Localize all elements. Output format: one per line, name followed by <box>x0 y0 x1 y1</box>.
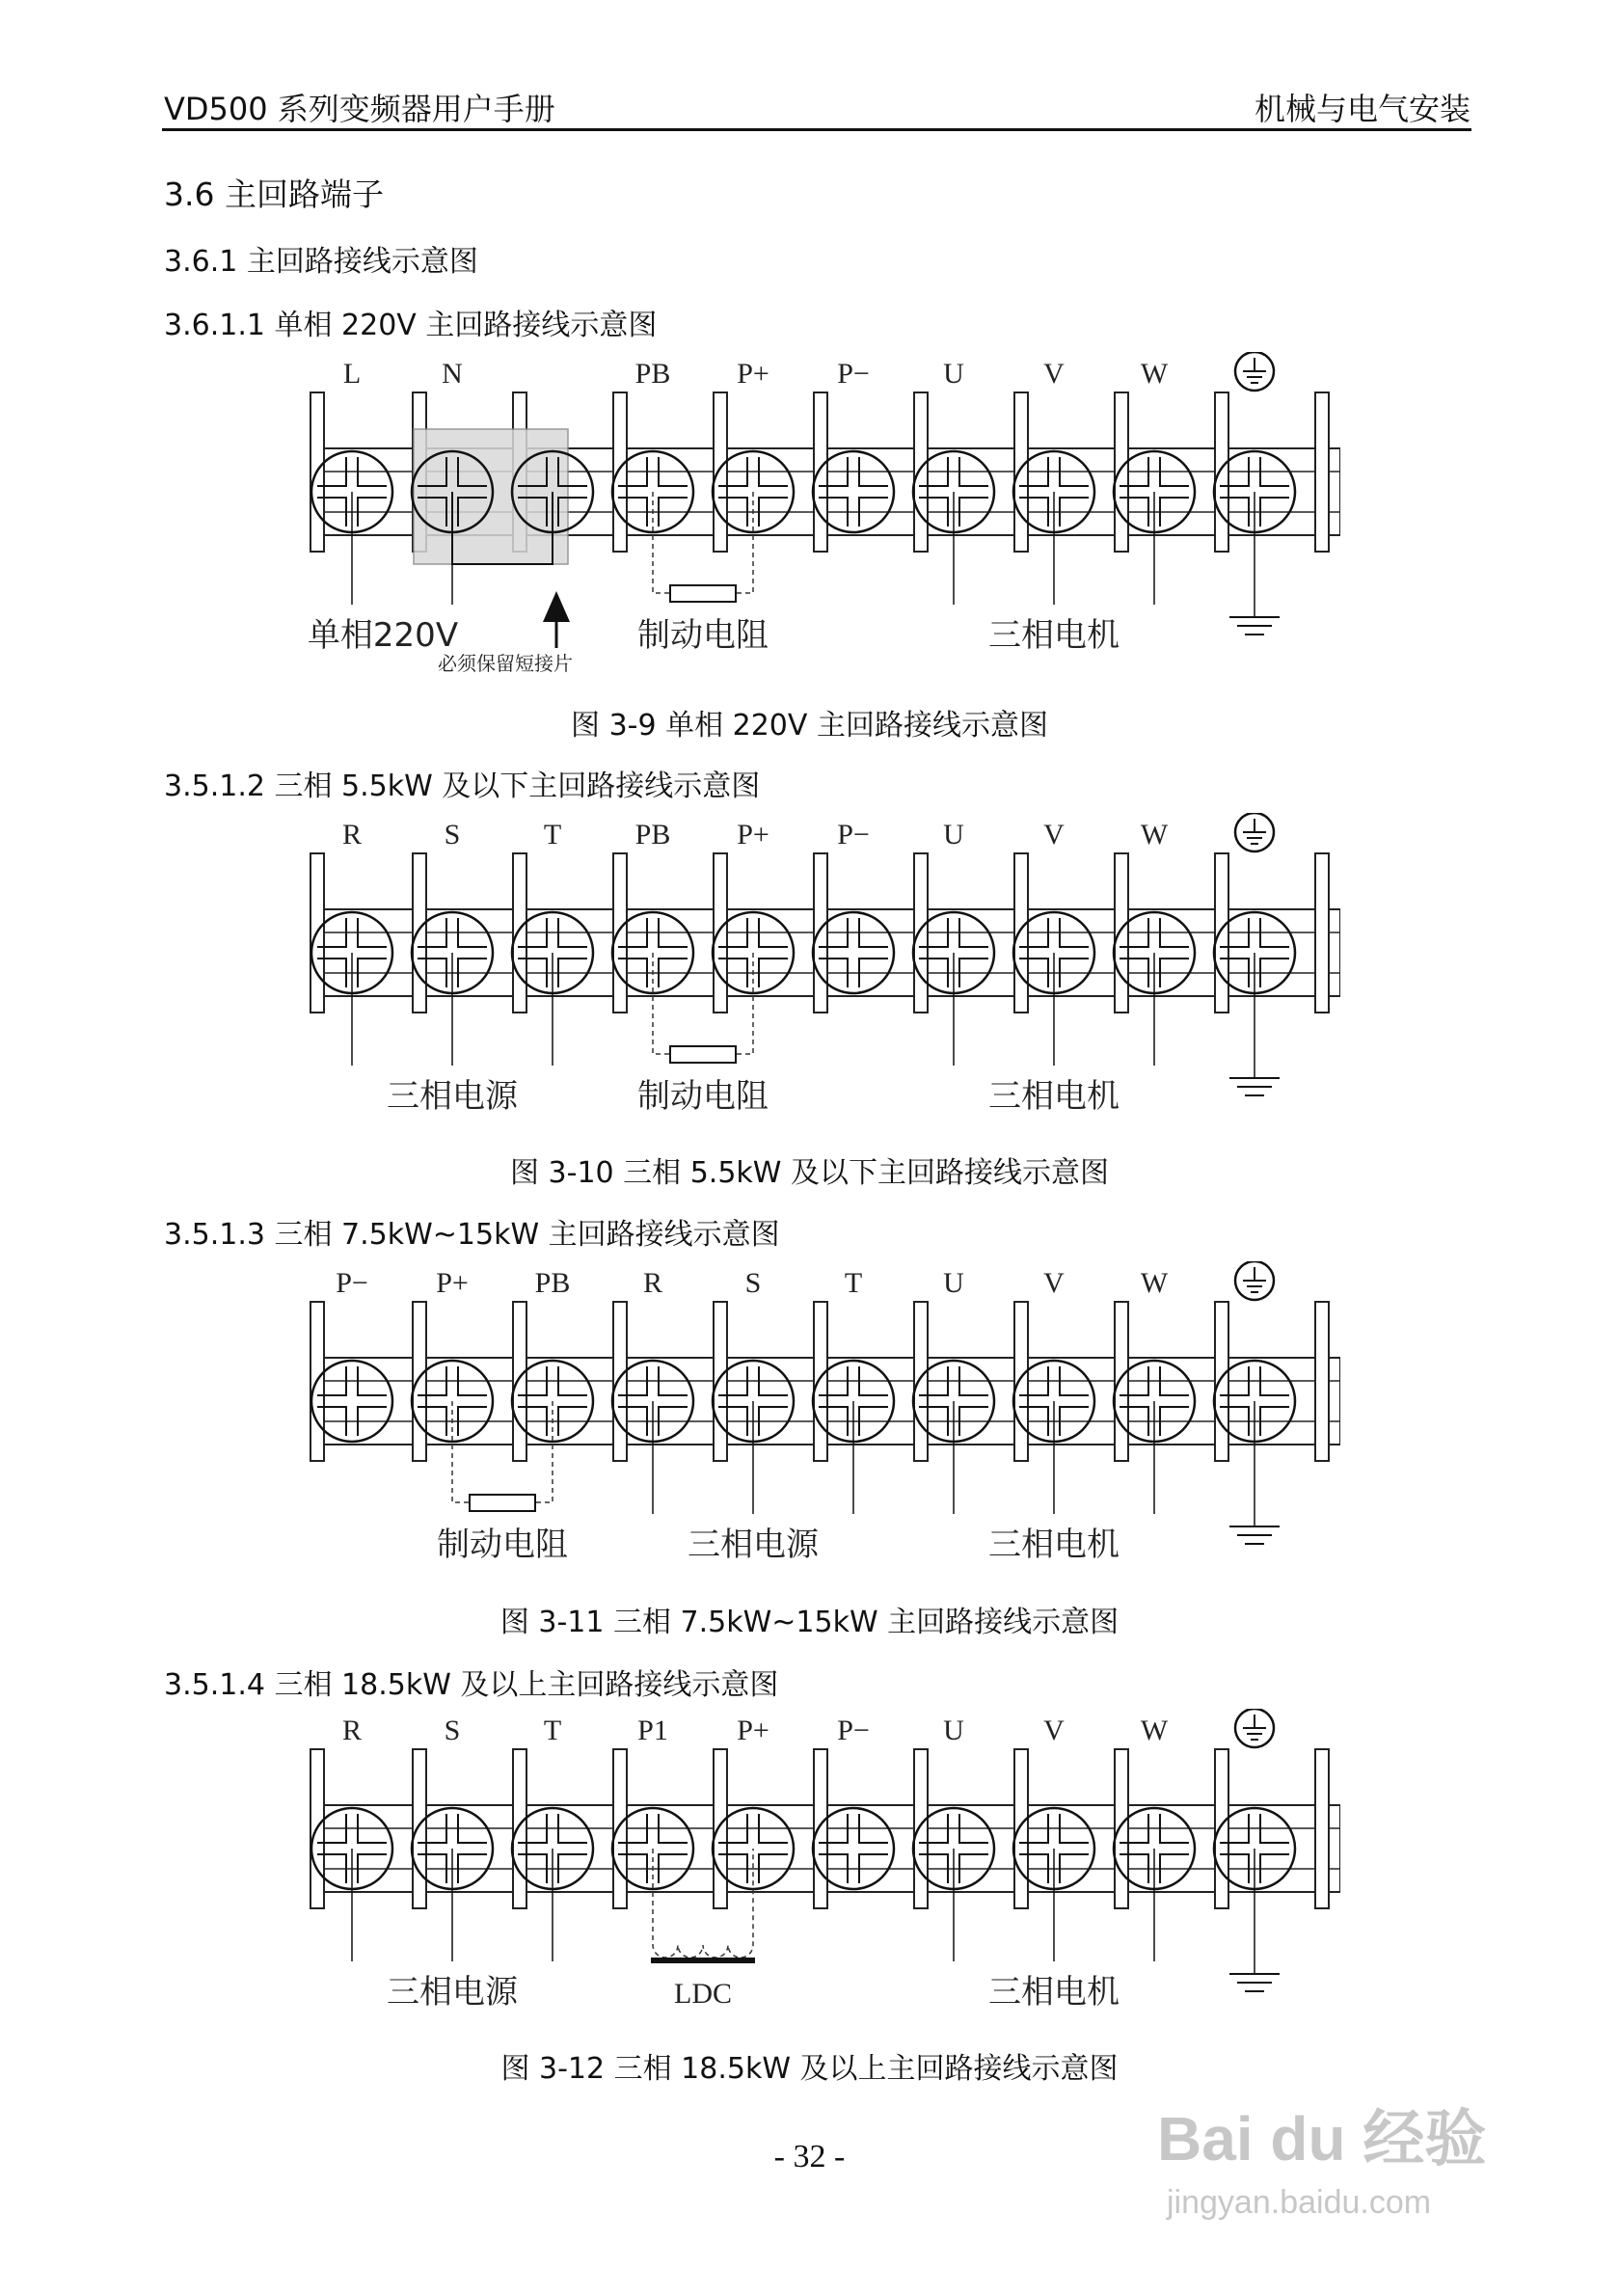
braking-resistor <box>470 1495 535 1511</box>
terminal-label: S <box>444 1715 461 1746</box>
figure-caption-3-12: 图 3-12 三相 18.5kW 及以上主回路接线示意图 <box>500 2052 1119 2086</box>
wiring-diagram-single-phase-220v <box>289 352 1340 675</box>
screw-cross-icon <box>317 1366 387 1436</box>
terminal-divider <box>613 392 627 552</box>
group-label: 三相电机 <box>988 1077 1120 1116</box>
terminal-label: S <box>744 1267 762 1299</box>
terminal-divider <box>413 1302 426 1461</box>
terminal-divider <box>1014 392 1028 552</box>
terminal-divider <box>714 392 727 552</box>
terminal-divider <box>1014 1749 1028 1908</box>
braking-resistor <box>670 585 736 602</box>
terminal-label: V <box>1043 819 1065 851</box>
terminal-label: R <box>642 1267 663 1299</box>
terminal-label: P+ <box>737 358 769 390</box>
group-label: LDC <box>674 1978 732 2010</box>
terminal-label: P+ <box>737 819 769 851</box>
terminal-divider <box>714 853 727 1013</box>
terminal-label: T <box>543 1715 562 1746</box>
screw-cross-icon <box>819 918 888 987</box>
inductor-core <box>651 1958 755 1963</box>
figure-heading-4: 3.5.1.4 三相 18.5kW 及以上主回路接线示意图 <box>164 1668 779 1702</box>
terminal-divider <box>1215 853 1228 1013</box>
terminal-divider <box>513 1749 526 1908</box>
terminal-label: U <box>943 1715 964 1746</box>
terminal-divider <box>814 1302 827 1461</box>
terminal-label: T <box>543 819 562 851</box>
terminal-divider <box>1115 392 1128 552</box>
terminal-label: W <box>1140 1715 1169 1746</box>
group-label: 三相电机 <box>988 1973 1120 2012</box>
terminal-label: R <box>341 1715 363 1746</box>
header-chapter: 机械与电气安装 <box>1254 91 1471 127</box>
group-label: 制动电阻 <box>637 1077 769 1116</box>
wiring-diagram-three-phase-18-5kw <box>289 1709 1340 2032</box>
terminal-block-frame <box>318 1358 1340 1445</box>
terminal-divider <box>814 1749 827 1908</box>
wiring-diagram-three-phase-5-5kw <box>289 813 1340 1136</box>
terminal-block-frame <box>318 909 1340 996</box>
terminal-label: PB <box>634 819 671 851</box>
terminal-divider <box>413 853 426 1013</box>
screw-cross-icon <box>819 457 888 527</box>
terminal-label: U <box>943 358 964 390</box>
terminal-divider <box>513 853 526 1013</box>
terminal-label: P− <box>837 819 870 851</box>
terminal-label: V <box>1043 1715 1065 1746</box>
terminal-divider <box>714 1749 727 1908</box>
header-rule <box>162 128 1471 131</box>
screw-cross-icon <box>819 1814 888 1883</box>
terminal-label: R <box>341 819 363 851</box>
terminal-label: P− <box>336 1267 368 1299</box>
terminal-divider <box>1115 1749 1128 1908</box>
group-label: 制动电阻 <box>637 616 769 655</box>
figure-heading-1: 3.6.1.1 单相 220V 主回路接线示意图 <box>164 309 658 342</box>
page-number: - 32 - <box>773 2139 846 2174</box>
figure-caption-3-11: 图 3-11 三相 7.5kW~15kW 主回路接线示意图 <box>499 1606 1120 1639</box>
terminal-label: U <box>943 819 964 851</box>
terminal-label: P− <box>837 358 870 390</box>
terminal-label: N <box>442 358 463 390</box>
terminal-divider <box>1014 1302 1028 1461</box>
terminal-divider <box>613 1302 627 1461</box>
terminal-divider <box>613 1749 627 1908</box>
terminal-divider <box>914 853 928 1013</box>
terminal-divider <box>513 1302 526 1461</box>
group-label: 三相电源 <box>688 1526 819 1564</box>
terminal-divider <box>1315 1302 1329 1461</box>
figure-heading-3: 3.5.1.3 三相 7.5kW~15kW 主回路接线示意图 <box>164 1218 780 1252</box>
terminal-block-frame <box>318 1805 1340 1892</box>
terminal-divider <box>1215 1302 1228 1461</box>
terminal-divider <box>814 853 827 1013</box>
terminal-divider <box>714 1302 727 1461</box>
terminal-divider <box>1215 392 1228 552</box>
terminal-label: W <box>1140 358 1169 390</box>
subsection-title: 3.6.1 主回路接线示意图 <box>164 245 478 279</box>
resistor-wire <box>653 953 753 1054</box>
terminal-divider <box>914 1749 928 1908</box>
terminal-label: V <box>1043 358 1065 390</box>
terminal-divider <box>413 1749 426 1908</box>
terminal-label: L <box>342 358 362 390</box>
terminal-divider <box>1115 1302 1128 1461</box>
terminal-label: W <box>1140 1267 1169 1299</box>
terminal-divider <box>914 1302 928 1461</box>
group-label: 单相220V <box>307 616 459 655</box>
terminal-label: W <box>1140 819 1169 851</box>
watermark-logo: Bai du 经验 <box>1157 2104 1487 2174</box>
terminal-divider <box>814 392 827 552</box>
section-title: 3.6 主回路端子 <box>164 176 384 213</box>
terminal-label: S <box>444 819 461 851</box>
terminal-divider <box>613 853 627 1013</box>
terminal-divider <box>1315 853 1329 1013</box>
braking-resistor <box>670 1046 736 1063</box>
terminal-divider <box>1115 853 1128 1013</box>
shorting-plate-note: 必须保留短接片 <box>438 652 573 675</box>
group-label: 三相电机 <box>988 616 1120 655</box>
wiring-diagram-three-phase-7-5-15kw <box>289 1261 1340 1584</box>
group-label: 三相电源 <box>387 1973 518 2012</box>
inductor-coil <box>653 1849 753 1958</box>
figure-heading-2: 3.5.1.2 三相 5.5kW 及以下主回路接线示意图 <box>164 770 761 803</box>
terminal-divider <box>1215 1749 1228 1908</box>
terminal-divider <box>1014 853 1028 1013</box>
terminal-divider <box>1315 392 1329 552</box>
figure-caption-3-10: 图 3-10 三相 5.5kW 及以下主回路接线示意图 <box>510 1156 1109 1190</box>
resistor-wire <box>653 492 753 593</box>
terminal-label: P+ <box>737 1715 769 1746</box>
terminal-label: P− <box>837 1715 870 1746</box>
terminal-label: V <box>1043 1267 1065 1299</box>
group-label: 三相电源 <box>387 1077 518 1116</box>
group-label: 制动电阻 <box>437 1526 568 1564</box>
terminal-label: U <box>943 1267 964 1299</box>
terminal-label: PB <box>534 1267 571 1299</box>
baidu-jingyan-watermark <box>1147 2093 1572 2228</box>
resistor-wire <box>452 1401 553 1502</box>
terminal-divider <box>1315 1749 1329 1908</box>
terminal-label: T <box>844 1267 863 1299</box>
watermark-url: jingyan.baidu.com <box>1167 2184 1432 2221</box>
terminal-label: P1 <box>637 1715 668 1746</box>
header-title: VD500 系列变频器用户手册 <box>164 91 555 127</box>
terminal-label: P+ <box>436 1267 469 1299</box>
group-label: 三相电机 <box>988 1526 1120 1564</box>
figure-caption-3-9: 图 3-9 单相 220V 主回路接线示意图 <box>571 709 1048 743</box>
terminal-divider <box>914 392 928 552</box>
terminal-label: PB <box>634 358 671 390</box>
